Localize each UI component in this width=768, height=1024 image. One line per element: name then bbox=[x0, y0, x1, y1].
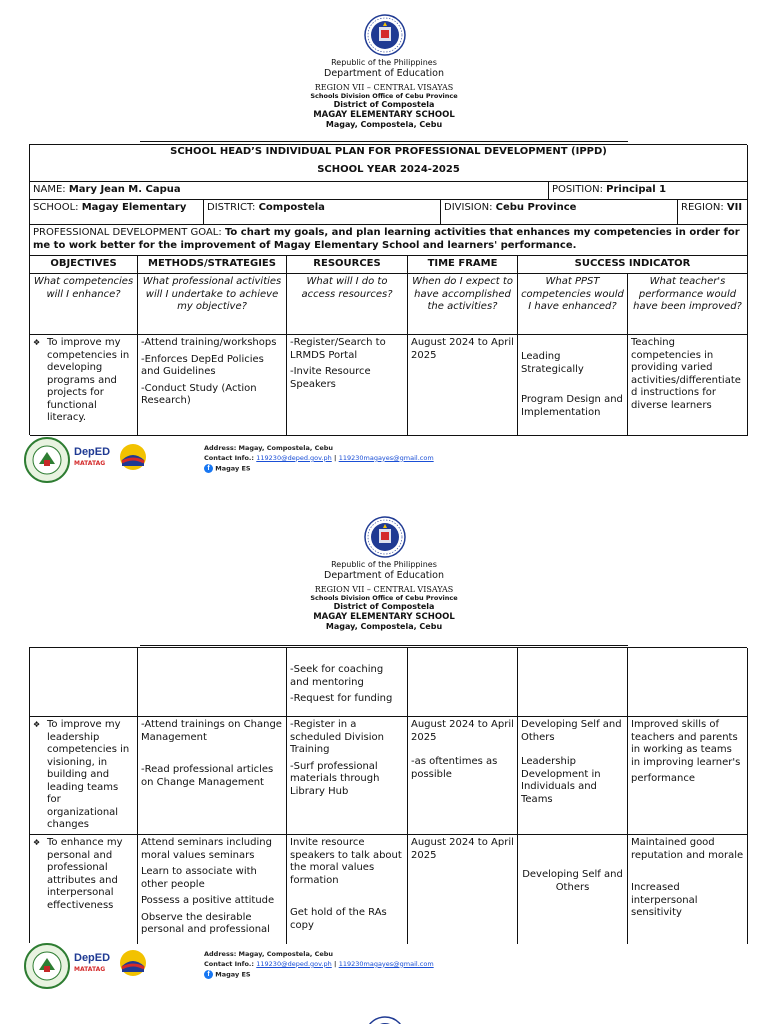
col-time-frame: TIME FRAME bbox=[408, 256, 518, 274]
region-line: REGION VII – CENTRAL VISAYAS bbox=[314, 82, 454, 92]
row3-objective: ❖ To enhance my personal and professional attributes and interpersonal effectiveness bbox=[30, 835, 138, 944]
row1-objective: ❖ To improve my competencies in developing programs and projects for functional literacy. bbox=[30, 335, 138, 436]
email-link-deped[interactable]: 119230@deped.gov.ph bbox=[256, 453, 332, 462]
header-divider bbox=[140, 141, 628, 142]
row1-methods: -Attend training/workshops -Enforces DepEd Policies and Guidelines -Conduct Study (Action Research) bbox=[138, 335, 287, 436]
col-objectives: OBJECTIVES bbox=[30, 256, 138, 274]
row2-objective: ❖ To improve my leadership competencies in visioning, in building and leading teams for organizational changes bbox=[30, 717, 138, 835]
district-field: DISTRICT: Compostela bbox=[204, 200, 441, 225]
region-field: REGION: VII bbox=[678, 200, 748, 225]
guide-time-frame: When do I expect to have accomplished the activities? bbox=[408, 274, 518, 335]
location-line: Magay, Compostela, Cebu bbox=[325, 120, 443, 130]
guide-ppst: What PPST competencies would I have enhanced? bbox=[518, 274, 628, 335]
school-seal-icon bbox=[22, 436, 72, 484]
email-link-gmail[interactable]: 119230magayes@gmail.com bbox=[338, 959, 434, 968]
bagong-pilipinas-icon bbox=[118, 948, 148, 978]
row2-time-frame: August 2024 to April 2025 -as oftentimes as possible bbox=[408, 717, 518, 835]
email-link-deped[interactable]: 119230@deped.gov.ph bbox=[256, 959, 332, 968]
deped-seal-icon bbox=[364, 1016, 406, 1024]
facebook-page[interactable]: Magay ES bbox=[215, 464, 251, 472]
document-title-block bbox=[30, 145, 748, 182]
col-methods: METHODS/STRATEGIES bbox=[138, 256, 287, 274]
cont-objective bbox=[30, 648, 138, 717]
bullet-icon: ❖ bbox=[33, 338, 41, 347]
district-line: District of Compostela bbox=[333, 100, 435, 110]
school-seal-icon bbox=[22, 942, 72, 990]
guide-resources: What will I do to access resources? bbox=[287, 274, 408, 335]
division-office-line: Schools Division Office of Cebu Province bbox=[310, 91, 458, 100]
deped-logo: DepED MATATAG bbox=[74, 446, 111, 467]
row3-time-frame: August 2024 to April 2025 bbox=[408, 835, 518, 944]
deped-logo: DepED MATATAG bbox=[74, 952, 111, 973]
row1-ppst: Leading Strategically Program Design and Implementation bbox=[518, 335, 628, 436]
cont-resources: -Seek for coaching and mentoring -Request for funding bbox=[287, 648, 408, 717]
region-value: VII bbox=[726, 202, 743, 213]
row3-teacher: Maintained good reputation and morale Increased interpersonal sensitivity bbox=[628, 835, 748, 944]
school-year: SCHOOL YEAR 2024-2025 bbox=[317, 163, 460, 175]
footer-address: Address: Magay, Compostela, Cebu bbox=[204, 444, 334, 452]
guide-teacher: What teacher's performance would have been improved? bbox=[628, 274, 748, 335]
bullet-icon: ❖ bbox=[33, 720, 41, 729]
bullet-icon: ❖ bbox=[33, 838, 41, 847]
position-value: Principal 1 bbox=[606, 184, 667, 195]
school-line: MAGAY ELEMENTARY SCHOOL bbox=[313, 109, 455, 120]
name-value: Mary Jean M. Capua bbox=[68, 184, 181, 195]
footer-page2 bbox=[22, 942, 722, 990]
cont-teacher bbox=[628, 648, 748, 717]
goal-field: PROFESSIONAL DEVELOPMENT GOAL: To chart my goals, and plan learning activities that enhances my competencies in order for me to work better for the improvement of Magay Elementary School and learners' performance. bbox=[30, 225, 748, 256]
footer-contact: Address: Magay, Compostela, Cebu Contact Info.: 119230@deped.gov.ph | 119230magayes@gmail.com f Magay ES bbox=[204, 950, 434, 978]
ippd-table-page2 bbox=[29, 647, 747, 943]
row1-time-frame: August 2024 to April 2025 bbox=[408, 335, 518, 436]
footer-page1 bbox=[22, 436, 722, 484]
name-field: NAME: Mary Jean M. Capua bbox=[30, 182, 549, 200]
facebook-icon[interactable]: f bbox=[204, 970, 213, 979]
school-value: Magay Elementary bbox=[81, 202, 187, 213]
row1-resources: -Register/Search to LRMDS Portal -Invite Resource Speakers bbox=[287, 335, 408, 436]
ippd-table-page1 bbox=[29, 144, 747, 435]
bagong-pilipinas-icon bbox=[118, 442, 148, 472]
republic-line: Republic of the Philippines bbox=[331, 58, 437, 67]
header-divider bbox=[140, 645, 628, 646]
row2-ppst: Developing Self and Others Leadership Development in Individuals and Teams bbox=[518, 717, 628, 835]
email-link-gmail[interactable]: 119230magayes@gmail.com bbox=[338, 453, 434, 462]
row2-resources: -Register in a scheduled Division Training -Surf professional materials through Library Hub bbox=[287, 717, 408, 835]
cont-methods bbox=[138, 648, 287, 717]
deped-seal-icon bbox=[364, 14, 406, 56]
letterhead bbox=[0, 58, 768, 130]
position-field: POSITION: Principal 1 bbox=[549, 182, 748, 200]
goal-value: To chart my goals, and plan learning activities that enhances my competencies in order for me to work better for the improvement of Magay Elementary School and learners' performance. bbox=[33, 227, 740, 251]
deped-seal-icon bbox=[364, 516, 406, 558]
col-success: SUCCESS INDICATOR bbox=[518, 256, 748, 274]
cont-time-frame bbox=[408, 648, 518, 717]
school-field: SCHOOL: Magay Elementary bbox=[30, 200, 204, 225]
cont-ppst bbox=[518, 648, 628, 717]
division-value: Cebu Province bbox=[495, 202, 577, 213]
guide-objectives: What competencies will I enhance? bbox=[30, 274, 138, 335]
letterhead: Republic of the Philippines Department of Education REGION VII – CENTRAL VISAYAS Schools Division Office of Cebu Province District of Compostela MAGAY ELEMENTARY SCHOOL Magay, Compostela, Cebu bbox=[310, 560, 458, 632]
document-title: SCHOOL HEAD’S INDIVIDUAL PLAN FOR PROFESSIONAL DEVELOPMENT (IPPD) bbox=[170, 146, 607, 157]
facebook-page[interactable]: Magay ES bbox=[215, 970, 251, 978]
department-line: Department of Education bbox=[324, 67, 444, 79]
row2-methods: -Attend trainings on Change Management -Read professional articles on Change Management bbox=[138, 717, 287, 835]
row3-resources: Invite resource speakers to talk about the moral values formation Get hold of the RAs copy bbox=[287, 835, 408, 944]
guide-methods: What professional activities will I undertake to achieve my objective? bbox=[138, 274, 287, 335]
row3-ppst: Developing Self and Others bbox=[518, 835, 628, 944]
row2-teacher: Improved skills of teachers and parents in working as teams in improving learner's performance bbox=[628, 717, 748, 835]
col-resources: RESOURCES bbox=[287, 256, 408, 274]
row1-teacher: Teaching competencies in providing varied activities/differentiate d instructions for diverse learners bbox=[628, 335, 748, 436]
district-value: Compostela bbox=[258, 202, 325, 213]
division-field: DIVISION: Cebu Province bbox=[441, 200, 678, 225]
facebook-icon[interactable]: f bbox=[204, 464, 213, 473]
row3-methods: Attend seminars including moral values seminars Learn to associate with other people Possess a positive attitude Observe the desirable personal and professional bbox=[138, 835, 287, 944]
footer-contact: Address: Magay, Compostela, Cebu Contact Info.: 119230@deped.gov.ph | 119230magayes@gmail.com f Magay ES bbox=[204, 444, 434, 472]
